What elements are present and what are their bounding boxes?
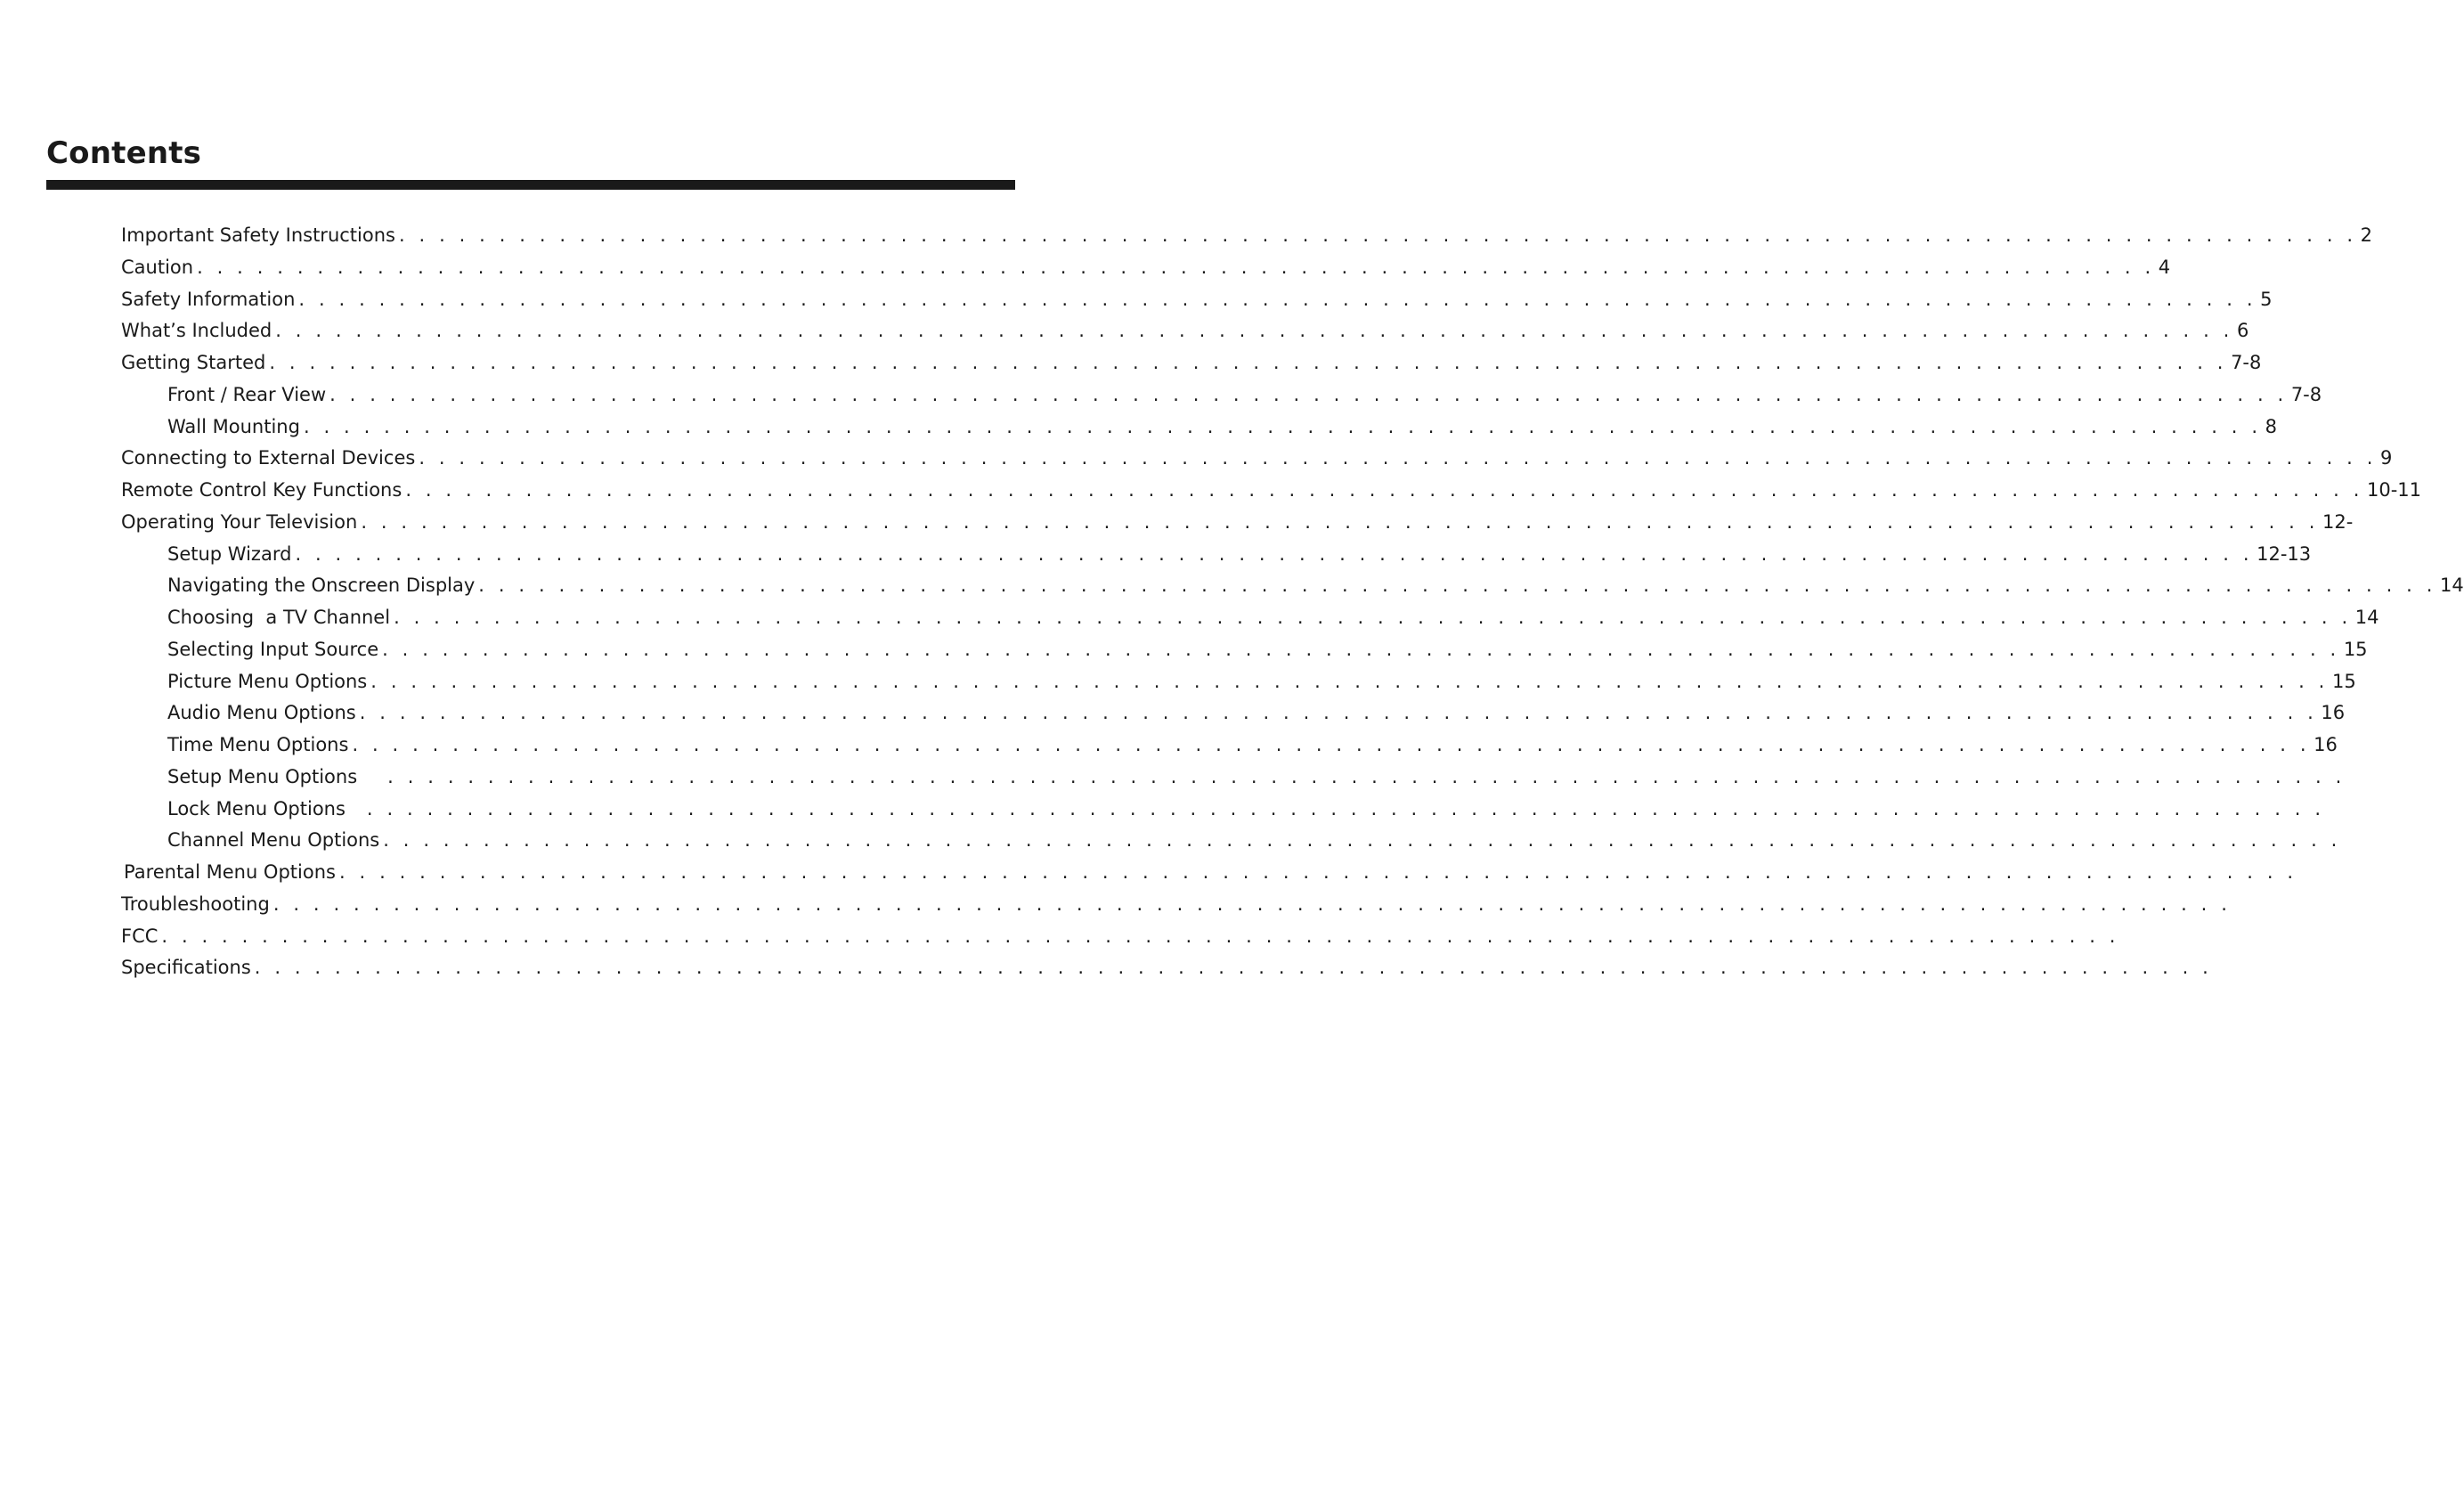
toc-dot-leader: . . . . . . . . . . . . . . . . . . . . . . . . . . . . . . . . . . . . . . . . . . . . . . . . . . . . . . . . . . . . . . . . . . . . . . . . . . . . . . . . . . . . . . . . . . . . . . . . . . xyxy=(419,447,2377,469)
toc-dot-leader: . . . . . . . . . . . . . . . . . . . . . . . . . . . . . . . . . . . . . . . . . . . . . . . . . . . . . . . . . . . . . . . . . . . . . . . . . . . . . . . . . . . . . . . . . . . . . . . . . . xyxy=(352,734,2311,755)
toc-entry-title: Specifications xyxy=(121,957,251,979)
toc-entry-wall-mounting[interactable] xyxy=(167,414,2277,446)
toc-page-number: 9 xyxy=(2380,447,2393,469)
toc-page-number: 16 xyxy=(2314,734,2338,755)
toc-dot-leader: . . . . . . . . . . . . . . . . . . . . . . . . . . . . . . . . . . . . . . . . . . . . . . . . . . . . . . . . . . . . . . . . . . . . . . . . . . . . . . . . . . . . . . . . . . . . . . . . . . xyxy=(382,638,2340,660)
toc-entry-title: Operating Your Television xyxy=(121,510,358,533)
toc-entry-setup-wizard[interactable] xyxy=(167,542,2312,574)
toc-entry-title: Channel Menu Options xyxy=(167,829,380,852)
toc-entry-title: Troubleshooting xyxy=(121,893,270,915)
toc-page-number: 15 xyxy=(2331,670,2356,692)
table-of-contents xyxy=(0,223,2464,987)
toc-entry-title: Navigating the Onscreen Display xyxy=(167,575,476,597)
toc-entry-important-safety-instructions[interactable] xyxy=(121,223,2373,255)
toc-entry-title: Getting Started xyxy=(121,352,266,373)
toc-entry-title: Choosing a TV Channel xyxy=(167,607,391,628)
toc-entry-audio-menu-options[interactable] xyxy=(167,700,2346,732)
toc-entry-lock-menu-options[interactable] xyxy=(167,796,2325,828)
toc-entry-setup-menu-options[interactable] xyxy=(167,764,2346,796)
toc-dot-leader: . . . . . . . . . . . . . . . . . . . . . . . . . . . . . . . . . . . . . . . . . . . . . . . . . . . . . . . . . . . . . . . . . . . . . . . . . . . . . . . . . . . . . . . . . . . . . . . . . . xyxy=(295,542,2254,565)
toc-dot-leader: . . . . . . . . . . . . . . . . . . . . . . . . . . . . . . . . . . . . . . . . . . . . . . . . . . . . . . . . . . . . . . . . . . . . . . . . . . . . . . . . . . . . . . . . . . . . . . . . . . xyxy=(338,861,2297,883)
toc-page-number: 14 xyxy=(2354,607,2379,628)
toc-entry-title: What’s Included xyxy=(121,320,272,342)
title-rule xyxy=(46,180,1015,190)
toc-dot-leader: . . . . . . . . . . . . . . . . . . . . . . . . . . . . . . . . . . . . . . . . . . . . . . . . . . . . . . . . . . . . . . . . . . . . . . . . . . . . . . . . . . . . . . . . . . . . . . . . . . xyxy=(161,925,2120,947)
toc-page-number: 6 xyxy=(2236,320,2249,342)
toc-dot-leader: . . . . . . . . . . . . . . . . . . . . . . . . . . . . . . . . . . . . . . . . . . . . . . . . . . . . . . . . . . . . . . . . . . . . . . . . . . . . . . . . . . . . . . . . . . . . . . . . . . xyxy=(361,510,2319,533)
toc-entry-front-rear-view[interactable] xyxy=(167,382,2322,414)
toc-entry-specifications[interactable] xyxy=(121,955,2213,987)
toc-entry-connecting-external-devices[interactable] xyxy=(121,445,2393,477)
toc-entry-title: Selecting Input Source xyxy=(167,638,379,660)
toc-page-number: 7-8 xyxy=(2290,383,2322,405)
toc-page-number: 4 xyxy=(2158,256,2171,278)
toc-page-number: 2 xyxy=(2360,224,2373,246)
toc-entry-title: Time Menu Options xyxy=(167,734,349,755)
toc-dot-leader: . . . . . . . . . . . . . . . . . . . . . . . . . . . . . . . . . . . . . . . . . . . . . . . . . . . . . . . . . . . . . . . . . . . . . . . . . . . . . . . . . . . . . . . . . . . . . . . . . . xyxy=(272,893,2232,915)
toc-dot-leader: . . . . . . . . . . . . . . . . . . . . . . . . . . . . . . . . . . . . . . . . . . . . . . . . . . . . . . . . . . . . . . . . . . . . . . . . . . . . . . . . . . . . . . . . . . . . . . . . . . xyxy=(383,829,2341,852)
toc-dot-leader: . . . . . . . . . . . . . . . . . . . . . . . . . . . . . . . . . . . . . . . . . . . . . . . . . . . . . . . . . . . . . . . . . . . . . . . . . . . . . . . . . . . . . . . . . . . . . . . . . . xyxy=(275,320,2233,342)
toc-entry-choosing-tv-channel[interactable] xyxy=(167,605,2379,637)
toc-page-number: 5 xyxy=(2260,288,2273,310)
toc-entry-title: Important Safety Instructions xyxy=(121,224,395,246)
toc-entry-title: Setup Menu Options xyxy=(167,765,358,787)
toc-entry-navigating-onscreen-display[interactable] xyxy=(167,573,2464,605)
toc-entry-parental-menu-options[interactable] xyxy=(124,860,2297,892)
toc-entry-caution[interactable] xyxy=(121,255,2171,287)
toc-dot-leader: . . . . . . . . . . . . . . . . . . . . . . . . . . . . . . . . . . . . . . . . . . . . . . . . . . . . . . . . . . . . . . . . . . . . . . . . . . . . . . . . . . . . . . . . . . . . . . . . . . xyxy=(329,383,2288,405)
toc-dot-leader: . . . . . . . . . . . . . . . . . . . . . . . . . . . . . . . . . . . . . . . . . . . . . . . . . . . . . . . . . . . . . . . . . . . . . . . . . . . . . . . . . . . . . . . . . . . . . . . . . . xyxy=(298,288,2257,310)
toc-dot-leader: . . . . . . . . . . . . . . . . . . . . . . . . . . . . . . . . . . . . . . . . . . . . . . . . . . . . . . . . . . . . . . . . . . . . . . . . . . . . . . . . . . . . . . . . . . . . . . . . . . xyxy=(197,256,2155,278)
toc-entry-channel-menu-options[interactable] xyxy=(167,827,2341,860)
toc-entry-title: Setup Wizard xyxy=(167,542,292,565)
toc-dot-leader: . . . . . . . . . . . . . . . . . . . . . . . . . . . . . . . . . . . . . . . . . . . . . . . . . . . . . . . . . . . . . . . . . . . . . . . . . . . . . . . . . . . . . . . . . . . . . . . . . . xyxy=(398,224,2357,246)
page-title: Contents xyxy=(46,135,202,171)
toc-entry-title: Safety Information xyxy=(121,288,296,310)
toc-page-number: 8 xyxy=(2265,415,2277,437)
toc-entry-picture-menu-options[interactable] xyxy=(167,669,2356,701)
toc-entry-title: Remote Control Key Functions xyxy=(121,479,403,501)
toc-dot-leader: . . . . . . . . . . . . . . . . . . . . . . . . . . . . . . . . . . . . . . . . . . . . . . . . . . . . . . . . . . . . . . . . . . . . . . . . . . . . . . . . . . . . . . . . . . . . . . . . . . xyxy=(254,957,2213,979)
toc-entry-title: FCC xyxy=(121,925,159,947)
toc-entry-safety-information[interactable] xyxy=(121,287,2273,319)
toc-page-number: 15 xyxy=(2343,638,2368,660)
toc-page-number: 16 xyxy=(2321,702,2346,724)
toc-entry-title: Parental Menu Options xyxy=(124,861,336,883)
toc-page-number: 12-13 xyxy=(2257,542,2312,565)
toc-dot-leader: . . . . . . . . . . . . . . . . . . . . . . . . . . . . . . . . . . . . . . . . . . . . . . . . . . . . . . . . . . . . . . . . . . . . . . . . . . . . . . . . . . . . . . . . . . . . . . . . . . xyxy=(405,479,2363,501)
toc-entry-whats-included[interactable] xyxy=(121,318,2249,350)
toc-page-number: 7-8 xyxy=(2231,352,2262,373)
toc-entry-fcc[interactable] xyxy=(121,924,2120,956)
toc-dot-leader: . . . . . . . . . . . . . . . . . . . . . . . . . . . . . . . . . . . . . . . . . . . . . . . . . . . . . . . . . . . . . . . . . . . . . . . . . . . . . . . . . . . . . . . . . . . . . . . . . . xyxy=(303,415,2262,437)
toc-dot-leader: . . . . . . . . . . . . . . . . . . . . . . . . . . . . . . . . . . . . . . . . . . . . . . . . . . . . . . . . . . . . . . . . . . . . . . . . . . . . . . . . . . . . . . . . . . . . . . . . . . xyxy=(269,352,2228,373)
toc-entry-title: Wall Mounting xyxy=(167,415,300,437)
toc-dot-leader: . . . . . . . . . . . . . . . . . . . . . . . . . . . . . . . . . . . . . . . . . . . . . . . . . . . . . . . . . . . . . . . . . . . . . . . . . . . . . . . . . . . . . . . . . . . . . . . . . . xyxy=(478,575,2436,597)
toc-entry-remote-control-key-functions[interactable] xyxy=(121,477,2422,510)
toc-entry-time-menu-options[interactable] xyxy=(167,732,2338,764)
toc-page-number: 10-11 xyxy=(2367,479,2422,501)
toc-entry-title: Picture Menu Options xyxy=(167,670,368,692)
toc-entry-title: Caution xyxy=(121,256,194,278)
toc-entry-title: Connecting to External Devices xyxy=(121,447,416,469)
toc-dot-leader: . . . . . . . . . . . . . . . . . . . . . . . . . . . . . . . . . . . . . . . . . . . . . . . . . . . . . . . . . . . . . . . . . . . . . . . . . . . . . . . . . . . . . . . . . . . . . . . . . . xyxy=(394,607,2352,628)
toc-entry-troubleshooting[interactable] xyxy=(121,892,2232,924)
toc-dot-leader: . . . . . . . . . . . . . . . . . . . . . . . . . . . . . . . . . . . . . . . . . . . . . . . . . . . . . . . . . . . . . . . . . . . . . . . . . . . . . . . . . . . . . . . . . . . . . . . . . . xyxy=(366,797,2325,819)
toc-entry-title: Lock Menu Options xyxy=(167,797,346,819)
toc-entry-title: Front / Rear View xyxy=(167,383,327,405)
toc-page-number: 14 xyxy=(2439,575,2464,597)
toc-dot-leader: . . . . . . . . . . . . . . . . . . . . . . . . . . . . . . . . . . . . . . . . . . . . . . . . . . . . . . . . . . . . . . . . . . . . . . . . . . . . . . . . . . . . . . . . . . . . . . . . . . xyxy=(359,702,2318,724)
toc-entry-getting-started[interactable] xyxy=(121,350,2262,382)
toc-dot-leader: . . . . . . . . . . . . . . . . . . . . . . . . . . . . . . . . . . . . . . . . . . . . . . . . . . . . . . . . . . . . . . . . . . . . . . . . . . . . . . . . . . . . . . . . . . . . . . . . . . xyxy=(370,670,2329,692)
toc-entry-operating-your-television[interactable] xyxy=(121,510,2354,542)
toc-entry-selecting-input-source[interactable] xyxy=(167,637,2368,669)
toc-dot-leader: . . . . . . . . . . . . . . . . . . . . . . . . . . . . . . . . . . . . . . . . . . . . . . . . . . . . . . . . . . . . . . . . . . . . . . . . . . . . . . . . . . . . . . . . . . . . . . . . . . xyxy=(387,765,2346,787)
toc-page-number: 12- xyxy=(2322,510,2354,533)
toc-entry-title: Audio Menu Options xyxy=(167,702,356,724)
